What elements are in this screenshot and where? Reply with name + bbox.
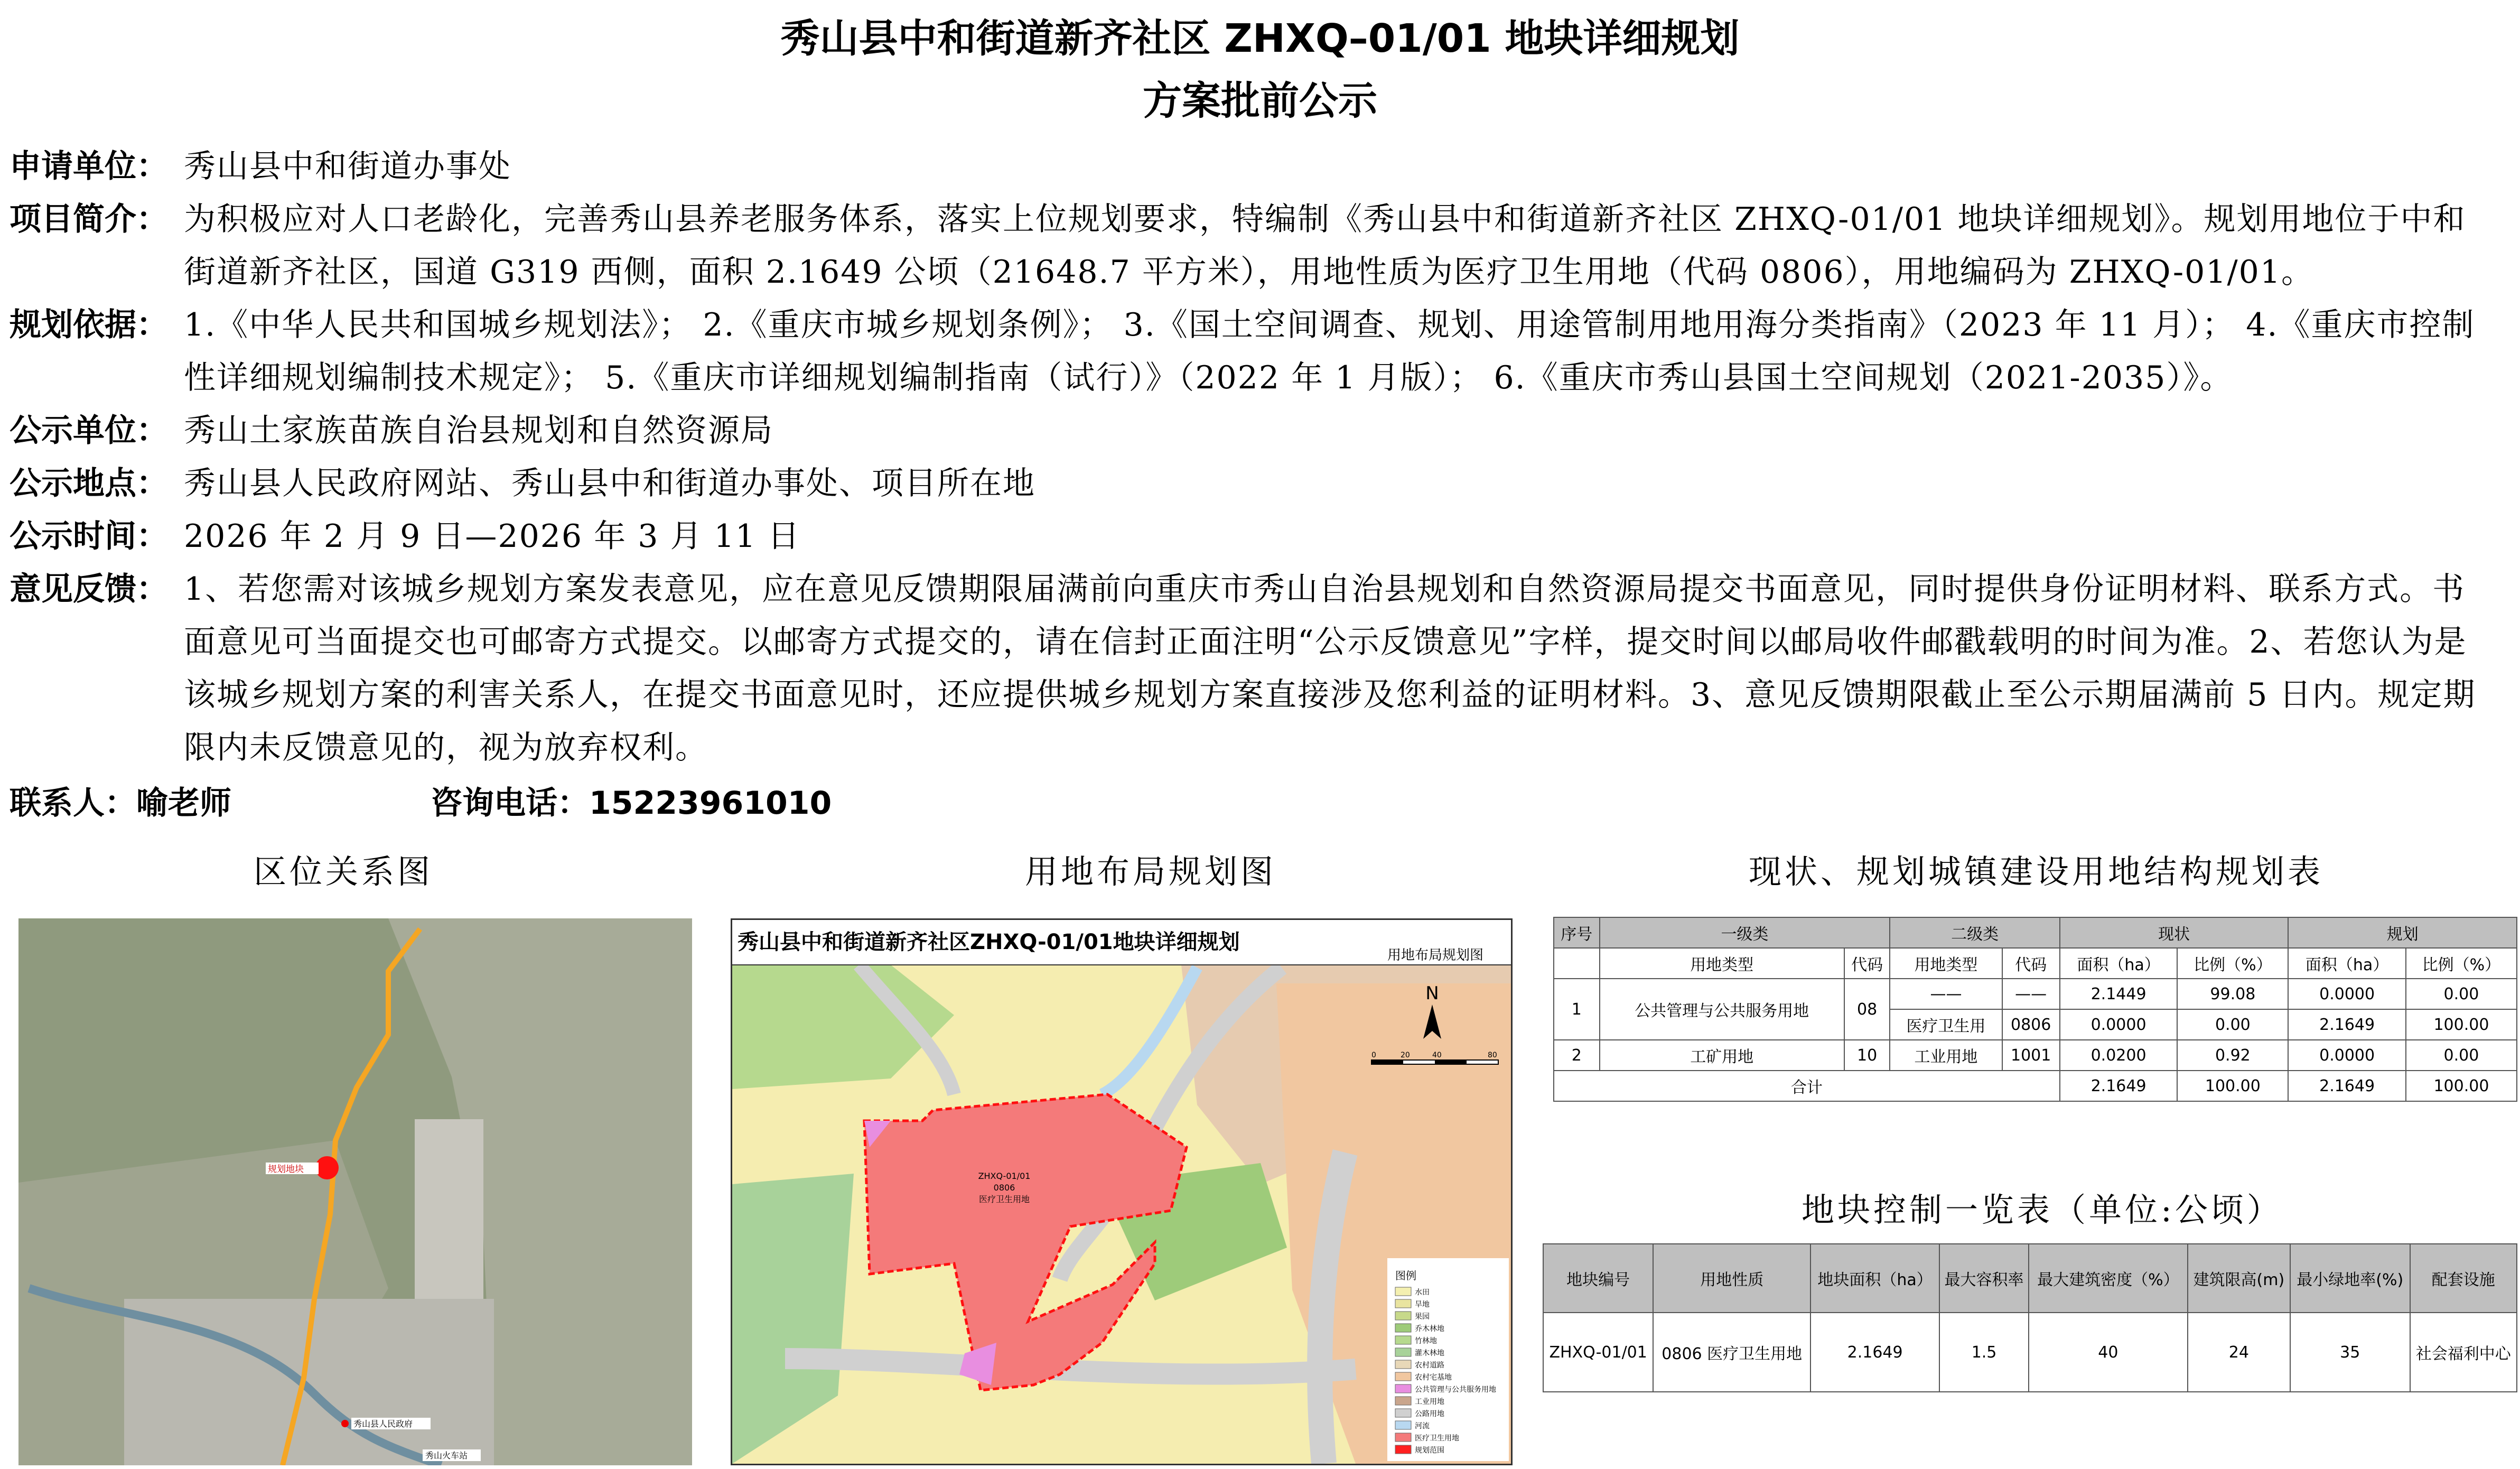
th-sub: 代码 — [2002, 948, 2060, 979]
time-value: 2026 年 2 月 9 日—2026 年 3 月 11 日 — [184, 518, 800, 555]
th-no: 序号 — [1554, 917, 1600, 948]
section-control-title: 地块控制一览表（单位:公顷） — [1802, 1191, 2283, 1229]
legend-label: 河流 — [1415, 1422, 1430, 1430]
place-label: 公示地点： — [10, 465, 168, 502]
table-cell: 2.1649 — [2288, 1071, 2405, 1101]
th-sub: 用地类型 — [1890, 948, 2002, 979]
legend-swatch — [1395, 1421, 1411, 1429]
th-control: 最大容积率 — [1939, 1244, 2029, 1313]
table-cell: 0.00 — [2406, 1040, 2517, 1071]
table-cell: 1.5 — [1939, 1313, 2029, 1392]
table-cell: 公共管理与公共服务用地 — [1600, 979, 1844, 1040]
table-cell: 100.00 — [2406, 1071, 2517, 1101]
th-plan: 规划 — [2288, 917, 2517, 948]
table-cell: 0.0000 — [2060, 1009, 2177, 1040]
th-control: 地块面积（ha） — [1810, 1244, 1939, 1313]
legend-swatch — [1395, 1312, 1411, 1320]
legend-swatch — [1395, 1348, 1411, 1356]
table-cell: 40 — [2029, 1313, 2188, 1392]
table-cell: 0.00 — [2406, 979, 2517, 1009]
th-control: 建筑限高(m) — [2188, 1244, 2290, 1313]
place-value: 秀山县人民政府网站、秀山县中和街道办事处、项目所在地 — [184, 465, 1035, 502]
legend-swatch — [1395, 1397, 1411, 1405]
table-cell: 0806 医疗卫生用地 — [1653, 1313, 1810, 1392]
svg-text:N: N — [1425, 983, 1439, 1004]
summary-label: 项目简介： — [10, 201, 168, 238]
table-cell: —— — [2002, 979, 2060, 1009]
th-level1: 一级类 — [1600, 917, 1890, 948]
table-total-label: 合计 — [1554, 1071, 2060, 1101]
legend-label: 工业用地 — [1415, 1398, 1444, 1406]
th-sub: 面积（ha） — [2288, 948, 2405, 979]
svg-text:0: 0 — [1371, 1051, 1376, 1059]
legend-swatch — [1395, 1445, 1411, 1454]
location-map-image — [18, 918, 692, 1465]
plot-use-label: 医疗卫生用地 — [978, 1194, 1030, 1204]
legend-swatch — [1395, 1360, 1411, 1369]
svg-text:80: 80 — [1488, 1051, 1497, 1059]
table-cell: 100.00 — [2406, 1009, 2517, 1040]
svg-text:20: 20 — [1401, 1051, 1410, 1059]
legend-swatch — [1395, 1409, 1411, 1417]
table-cell: 医疗卫生用 — [1890, 1009, 2002, 1040]
svg-text:40: 40 — [1432, 1051, 1442, 1059]
table-cell: 0.0000 — [2288, 1040, 2405, 1071]
th-sub: 比例（%） — [2177, 948, 2288, 979]
plot-control-table — [1543, 1243, 2517, 1392]
table-cell: 0.0200 — [2060, 1040, 2177, 1071]
table-cell: ZHXQ-01/01 — [1543, 1313, 1653, 1392]
table-cell: 2.1649 — [1810, 1313, 1939, 1392]
table-cell: 1 — [1554, 979, 1600, 1040]
layout-plan-image — [732, 920, 1511, 1464]
table-cell: 2.1649 — [2288, 1009, 2405, 1040]
table-cell: 1001 — [2002, 1040, 2060, 1071]
th-control: 最大建筑密度（%） — [2029, 1244, 2188, 1313]
th-control: 地块编号 — [1543, 1244, 1653, 1313]
table-cell: 2 — [1554, 1040, 1600, 1071]
th-sub: 用地类型 — [1600, 948, 1844, 979]
legend-swatch — [1395, 1299, 1411, 1308]
table-cell: 24 — [2188, 1313, 2290, 1392]
layout-header: 秀山县中和街道新齐社区ZHXQ-01/01地块详细规划 — [738, 930, 1240, 954]
basis-label: 规划依据： — [10, 306, 168, 343]
th-control: 用地性质 — [1653, 1244, 1810, 1313]
legend-label: 水田 — [1415, 1288, 1430, 1297]
site-marker — [315, 1156, 339, 1179]
section-location-title: 区位关系图 — [254, 852, 434, 891]
legend-label: 公共管理与公共服务用地 — [1415, 1386, 1496, 1394]
doc-title: 秀山县中和街道新齐社区 ZHXQ–01/01 地块详细规划 — [780, 16, 1740, 61]
plot-num-label: 0806 — [993, 1183, 1015, 1193]
section-layout-title: 用地布局规划图 — [1025, 852, 1277, 891]
table-cell: 08 — [1844, 979, 1890, 1040]
table-cell: 0.0000 — [2288, 979, 2405, 1009]
table-cell: 0.00 — [2177, 1009, 2288, 1040]
feedback-label: 意见反馈： — [10, 571, 168, 608]
legend-label: 医疗卫生用地 — [1415, 1434, 1459, 1443]
table-cell: 35 — [2290, 1313, 2410, 1392]
table-cell: 100.00 — [2177, 1071, 2288, 1101]
applicant-value: 秀山县中和街道办事处 — [184, 148, 511, 185]
legend-label: 规划范围 — [1415, 1446, 1444, 1455]
time-label: 公示时间： — [10, 518, 168, 555]
publisher-value: 秀山土家族苗族自治县规划和自然资源局 — [184, 412, 773, 449]
summary-value: 为积极应对人口老龄化，完善秀山县养老服务体系，落实上位规划要求，特编制《秀山县中和街道新齐社区 ZHXQ-01/01 地块详细规划》。规划用地位于中和街道新齐社区，国道 G319 西侧，面积 2.1649 公顷（21648.7 平方米），用地性质为医疗卫生用地（代码 0806），用地编码为 ZHXQ-01/01。 — [184, 201, 2466, 291]
table-cell: 0.92 — [2177, 1040, 2288, 1071]
table-cell: 10 — [1844, 1040, 1890, 1071]
publisher-label: 公示单位： — [10, 412, 168, 449]
location-map — [18, 918, 692, 1465]
site-label: 规划地块 — [268, 1164, 304, 1175]
gov-label: 秀山县人民政府 — [353, 1419, 413, 1429]
table-cell: 工矿用地 — [1600, 1040, 1844, 1071]
contact-person: 联系人：喻老师 — [10, 785, 231, 822]
plot-code-label: ZHXQ-01/01 — [978, 1171, 1031, 1181]
legend-label: 果园 — [1415, 1313, 1430, 1321]
th-sub: 代码 — [1844, 948, 1890, 979]
legend-title: 图例 — [1395, 1269, 1416, 1282]
th-level2: 二级类 — [1890, 917, 2059, 948]
table-cell: 工业用地 — [1890, 1040, 2002, 1071]
th-current: 现状 — [2060, 917, 2289, 948]
legend-label: 乔木林地 — [1415, 1325, 1444, 1333]
contact-phone: 咨询电话：15223961010 — [431, 785, 832, 822]
th-control: 配套设施 — [2410, 1244, 2517, 1313]
station-label: 秀山火车站 — [425, 1451, 468, 1461]
doc-subtitle: 方案批前公示 — [1143, 78, 1377, 124]
table-cell: 2.1449 — [2060, 979, 2177, 1009]
legend-label: 灌木林地 — [1415, 1349, 1444, 1358]
legend-label: 旱地 — [1415, 1300, 1430, 1309]
table-cell: 2.1649 — [2060, 1071, 2177, 1101]
legend-swatch — [1395, 1433, 1411, 1442]
layout-plan-map — [731, 918, 1513, 1465]
legend-label: 竹林地 — [1415, 1337, 1437, 1345]
table-cell: 社会福利中心 — [2410, 1313, 2517, 1392]
legend-swatch — [1395, 1372, 1411, 1381]
section-structure-title: 现状、规划城镇建设用地结构规划表 — [1749, 852, 2324, 891]
legend-swatch — [1395, 1336, 1411, 1344]
legend-label: 农村宅基地 — [1415, 1373, 1452, 1382]
feedback-value: 1、若您需对该城乡规划方案发表意见，应在意见反馈期限届满前向重庆市秀山自治县规划和自然资源局提交书面意见，同时提供身份证明材料、联系方式。书面意见可当面提交也可邮寄方式提交。以邮寄方式提交的，请在信封正面注明“公示反馈意见”字样，提交时间以邮局收件邮戳载明的时间为准。2、若您认为是该城乡规划方案的利害关系人，在提交书面意见时，还应提供城乡规划方案直接涉及您利益的证明材料。3、意见反馈期限截止至公示期届满前 5 日内。规定期限内未反馈意见的，视为放弃权利。 — [184, 571, 2476, 766]
legend-label: 农村道路 — [1415, 1361, 1444, 1370]
table-cell: —— — [1890, 979, 2002, 1009]
land-structure-table — [1553, 917, 2517, 1102]
table-cell: 99.08 — [2177, 979, 2288, 1009]
basis-value: 1.《中华人民共和国城乡规划法》； 2.《重庆市城乡规划条例》； 3.《国土空间调查、规划、用途管制用地用海分类指南》（2023 年 11 月）； 4.《重庆市控制性详细规划编制技术规定》； 5.《重庆市详细规划编制指南（试行）》（2022 年 1 月版）； 6.《重庆市秀山县国土空间规划（2021-2035）》。 — [184, 306, 2475, 396]
layout-subheader: 用地布局规划图 — [1387, 947, 1484, 963]
legend-swatch — [1395, 1324, 1411, 1332]
table-cell: 0806 — [2002, 1009, 2060, 1040]
th-sub: 比例（%） — [2406, 948, 2517, 979]
th-control: 最小绿地率(%) — [2290, 1244, 2410, 1313]
legend-swatch — [1395, 1384, 1411, 1393]
legend-swatch — [1395, 1287, 1411, 1296]
th-sub: 面积（ha） — [2060, 948, 2177, 979]
applicant-label: 申请单位： — [10, 148, 168, 185]
legend-label: 公路用地 — [1415, 1410, 1444, 1418]
